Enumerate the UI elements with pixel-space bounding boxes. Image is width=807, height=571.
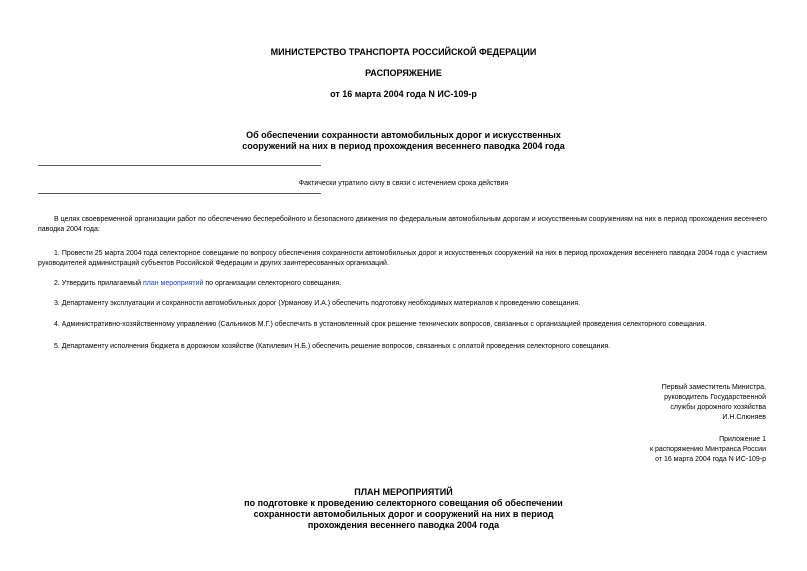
document-title-line-1: Об обеспечении сохранности автомобильных дорог и искусственных <box>246 130 561 140</box>
paragraph-2 <box>38 279 767 289</box>
plan-subtitle-line-1: по подготовке к проведению селекторного совещания об обеспечении <box>244 498 563 508</box>
signature-name: И.Н.Слюняев <box>722 414 766 421</box>
paragraph-5: 5. Департаменту исполнения бюджета в дорожном хозяйстве (Катилевич Н.Б.) обеспечить решение вопросов, связанных с оплатой проведения селекторного совещания. <box>54 343 611 350</box>
divider-bottom <box>38 193 321 194</box>
plan-link[interactable]: план мероприятий <box>142 280 204 287</box>
signature-line-3: службы дорожного хозяйства <box>670 404 766 411</box>
paragraph-1: 1. Провести 25 марта 2004 года селекторное совещание по вопросу обеспечения сохранности автомобильных дорог и искусственных сооружений на них в период прохождения весеннего паводка 2004 года с участием руководителей администраций субъектов Российской Федерации и других заинтересованных организаций. <box>38 250 767 267</box>
signature-block <box>546 383 766 423</box>
plan-subtitle-line-2: сохранности автомобильных дорог и сооружений на них в период <box>253 509 554 519</box>
document-title-line-2: сооружений на них в период прохождения весеннего паводка 2004 года <box>242 141 565 151</box>
appendix-line-2: к распоряжению Минтранса России <box>649 446 766 453</box>
divider-top <box>38 165 321 166</box>
plan-title: ПЛАН МЕРОПРИЯТИЙ <box>354 487 453 497</box>
appendix-block <box>546 435 766 465</box>
signature-line-2: руководитель Государственной <box>664 394 766 401</box>
plan-subtitle-line-3: прохождения весеннего паводка 2004 года <box>307 520 500 530</box>
ministry-heading: МИНИСТЕРСТВО ТРАНСПОРТА РОССИЙСКОЙ ФЕДЕРАЦИИ <box>270 47 537 57</box>
paragraph-2-text-after: по организации селекторного совещания. <box>203 280 342 287</box>
status-note: Фактически утратило силу в связи с истечением срока действия <box>298 180 509 187</box>
appendix-line-1: Приложение 1 <box>719 436 766 443</box>
document-date-number: от 16 марта 2004 года N ИС-109-р <box>330 89 477 99</box>
paragraph-4: 4. Административно-хозяйственному управлению (Сальников М.Г.) обеспечить в установленный срок решение технических вопросов, связанных с организацией проведения селекторного совещания. <box>54 321 707 328</box>
preamble-paragraph: В целях своевременной организации работ по обеспечению бесперебойного и безопасного движения по федеральным автомобильным дорогам и искусственным сооружениям на них в период прохождения весеннего паводка 2004 года: <box>38 216 767 233</box>
paragraph-2-text-before: 2. Утвердить прилагаемый <box>54 280 143 287</box>
paragraph-3: 3. Департаменту эксплуатации и сохранности автомобильных дорог (Урманову И.А.) обеспечить подготовку необходимых материалов к проведению совещания. <box>54 300 581 307</box>
document-type-heading: РАСПОРЯЖЕНИЕ <box>365 68 442 78</box>
signature-line-1: Первый заместитель Министра, <box>661 384 766 391</box>
appendix-line-3: от 16 марта 2004 года N ИС-109-р <box>655 456 766 463</box>
